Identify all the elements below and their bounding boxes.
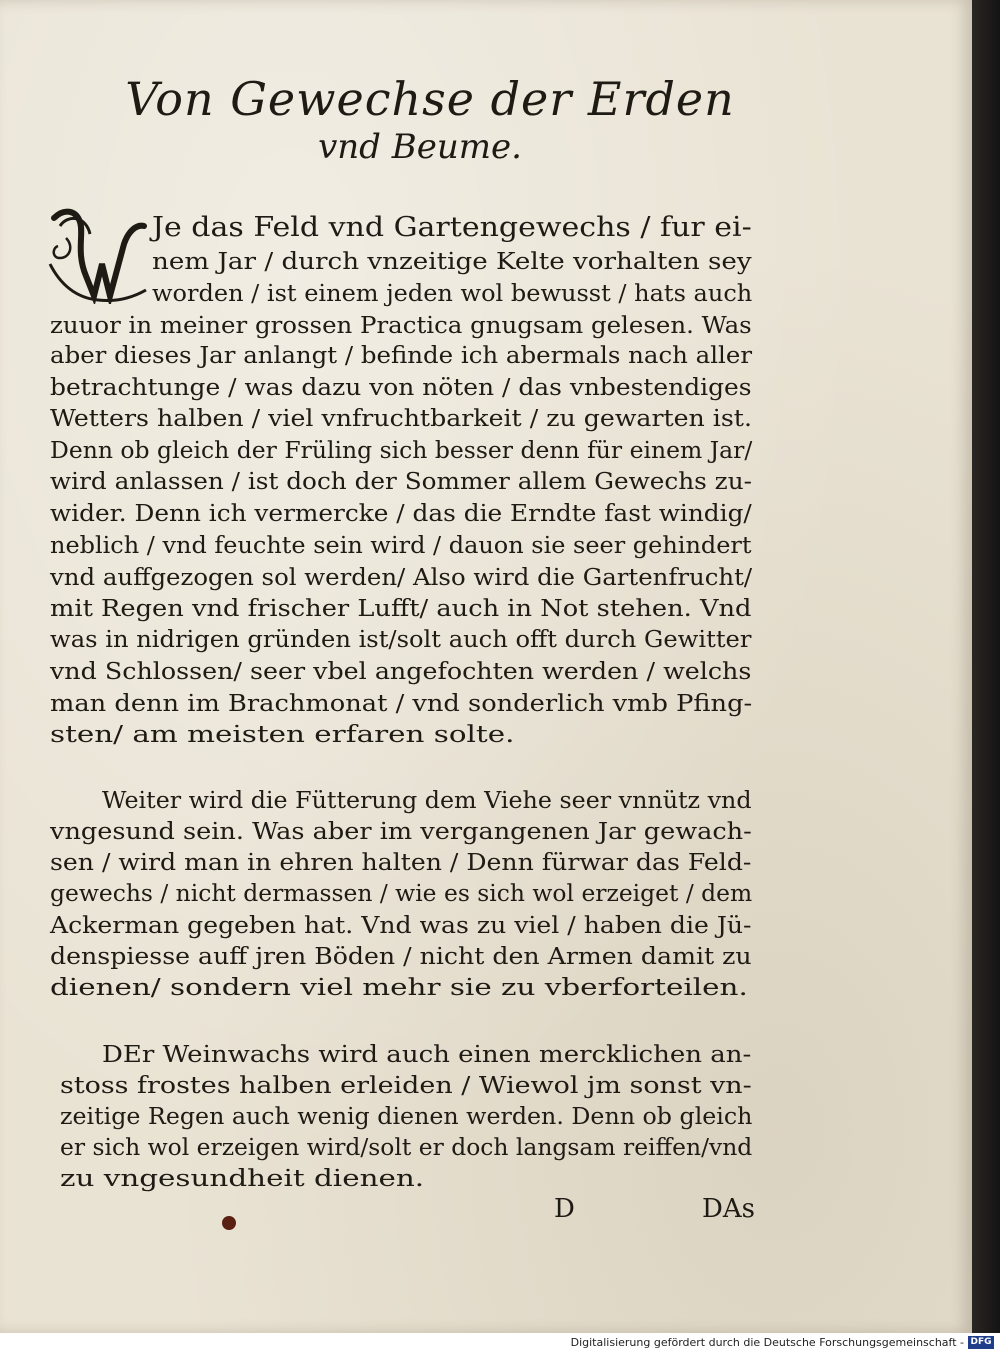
- heading-line-2: vnd Beume.: [318, 127, 522, 168]
- text-line: er sich wol erzeigen wird/solt er doch langsam reiffen/vnd: [60, 1133, 753, 1161]
- footer-credit: Digitalisierung gefördert durch die Deutsche Forschungsgemeinschaft -: [570, 1336, 964, 1349]
- text-line: worden / ist einem jeden wol bewusst / hats auch: [152, 279, 753, 307]
- text-line: was in nidrigen gründen ist/solt auch offt durch Gewitter: [50, 625, 752, 653]
- text-line: vnd auffgezogen sol werden/ Also wird die Gartenfrucht/: [50, 563, 753, 591]
- text-line: dienen/ sondern viel mehr sie zu vberforteilen.: [50, 973, 748, 1001]
- ornamental-initial-icon: [46, 204, 150, 304]
- text-line: nem Jar / durch vnzeitige Kelte vorhalten sey: [152, 247, 752, 275]
- text-line: Denn ob gleich der Früling sich besser denn für einem Jar/: [50, 436, 753, 464]
- text-line: aber dieses Jar anlangt / befinde ich abermals nach aller: [50, 341, 753, 369]
- text-line: DEr Weinwachs wird auch einen mercklichen an-: [102, 1040, 752, 1068]
- text-line: man denn im Brachmonat / vnd sonderlich vmb Pfing-: [50, 689, 753, 717]
- heading-line-1: Von Gewechse der Erden: [125, 72, 735, 126]
- text-line: Weiter wird die Fütterung dem Viehe seer vnnütz vnd: [102, 786, 752, 814]
- text-line: Ackerman gegeben hat. Vnd was zu viel / haben die Jü-: [50, 911, 752, 939]
- text-line: wider. Denn ich vermercke / das die Erndte fast windig/: [50, 499, 752, 527]
- text-line: zuuor in meiner grossen Practica gnugsam gelesen. Was: [50, 311, 752, 339]
- catchword: DAs: [702, 1194, 755, 1224]
- section-heading: [120, 72, 740, 168]
- text-line: gewechs / nicht dermassen / wie es sich wol erzeiget / dem: [50, 879, 753, 907]
- dfg-logo-icon: DFG: [968, 1336, 994, 1349]
- page-edge-shadow: [972, 0, 1000, 1333]
- text-line: sten/ am meisten erfaren solte.: [50, 720, 515, 748]
- ink-spot: [222, 1216, 236, 1230]
- text-line: mit Regen vnd frischer Lufft/ auch in Not stehen. Vnd: [50, 594, 752, 622]
- text-line: neblich / vnd feuchte sein wird / dauon sie seer gehindert: [50, 531, 752, 559]
- text-line: denspiesse auff jren Böden / nicht den Armen damit zu: [50, 942, 752, 970]
- text-line: vnd Schlossen/ seer vbel angefochten werden / welchs: [50, 657, 752, 685]
- text-line: stoss frostes halben erleiden / Wiewol jm sonst vn-: [60, 1071, 752, 1099]
- text-line: zu vngesundheit dienen.: [60, 1164, 425, 1192]
- text-line: zeitige Regen auch wenig dienen werden. Denn ob gleich: [60, 1102, 753, 1130]
- text-line: Je das Feld vnd Gartengewechs / fur ei-: [152, 212, 752, 243]
- footer-bar: [0, 1333, 1000, 1353]
- text-line: betrachtunge / was dazu von nöten / das vnbestendiges: [50, 373, 752, 401]
- text-line: wird anlassen / ist doch der Sommer allem Gewechs zu-: [50, 467, 752, 495]
- text-line: sen / wird man in ehren halten / Denn fürwar das Feld-: [50, 848, 752, 876]
- signature-mark: D: [554, 1194, 575, 1224]
- text-line: Wetters halben / viel vnfruchtbarkeit / zu gewarten ist.: [50, 404, 752, 432]
- text-line: vngesund sein. Was aber im vergangenen Jar gewach-: [50, 817, 752, 845]
